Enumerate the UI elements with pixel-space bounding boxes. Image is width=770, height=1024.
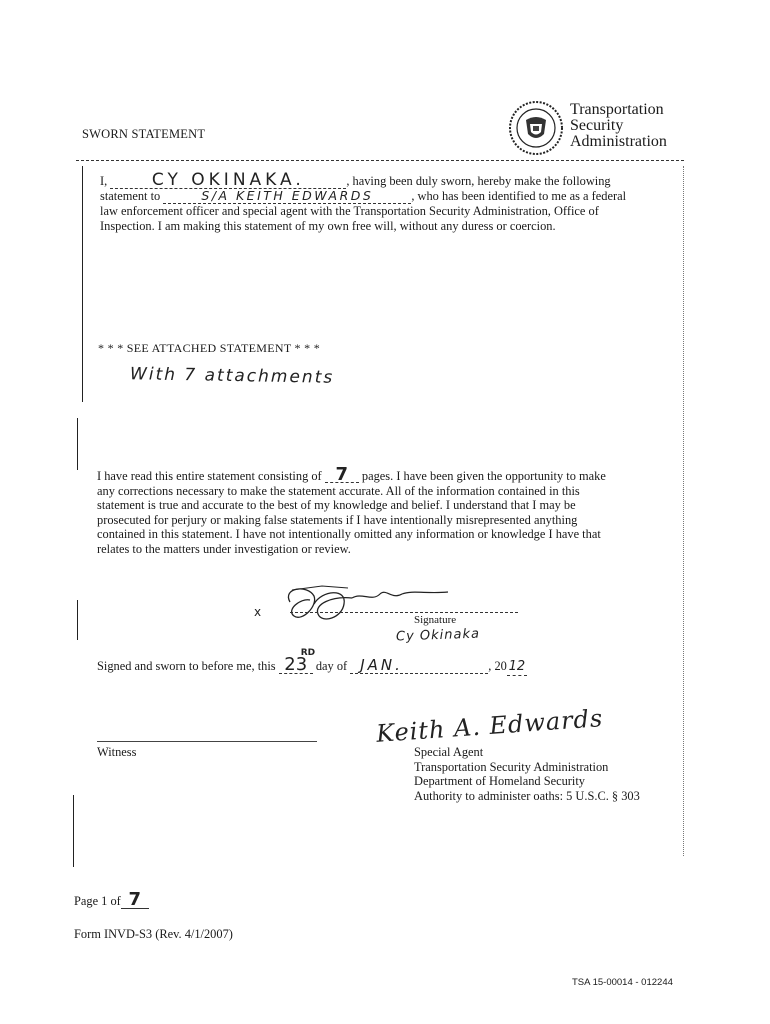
page-of-label: Page 1 of bbox=[74, 894, 121, 908]
statement-to-label: statement to bbox=[100, 188, 161, 203]
agent-name: S/A KEITH EDWARDS bbox=[163, 189, 411, 205]
witness-label: Witness bbox=[97, 745, 137, 759]
left-border-middle bbox=[77, 418, 78, 470]
agency-line-3: Administration bbox=[570, 133, 667, 150]
signature-label: Signature bbox=[414, 614, 457, 626]
agency-line-1: Transportation bbox=[570, 101, 664, 118]
intro-line-4: Inspection. I am making this statement of my own free will, without any duress or coercion. bbox=[100, 218, 556, 233]
intro-text-1: , having been duly sworn, hereby make the following bbox=[346, 174, 611, 188]
left-border-lower bbox=[77, 600, 78, 640]
cert-line-3: statement is true and accurate to the best of my knowledge and belief. I understand that I may be bbox=[97, 498, 576, 513]
form-id: Form INVD-S3 (Rev. 4/1/2007) bbox=[74, 927, 233, 941]
agent-agency: Transportation Security Administration bbox=[414, 759, 609, 774]
page-total: 7 bbox=[121, 893, 149, 909]
page-indicator bbox=[74, 889, 149, 910]
cert-prefix: I have read this entire statement consisting of bbox=[97, 469, 322, 483]
cert-line-5: contained in this statement. I have not intentionally omitted any information or knowledge I have that bbox=[97, 527, 601, 542]
signature-line bbox=[290, 612, 518, 613]
certification-paragraph bbox=[97, 464, 677, 557]
agent-block bbox=[414, 745, 640, 803]
printed-name: Cy Okinaka bbox=[395, 626, 481, 645]
sworn-year-prefix: , 20 bbox=[488, 659, 507, 673]
dhs-seal-icon bbox=[508, 100, 564, 156]
cert-line-1-rest: pages. I have been given the opportunity to make bbox=[361, 469, 606, 483]
intro-text-2: , who has been identified to me as a federal bbox=[411, 188, 627, 203]
cert-line-6: relates to the matters under investigation or review. bbox=[97, 541, 351, 556]
right-border bbox=[683, 166, 684, 856]
svg-text:x: x bbox=[254, 605, 262, 619]
agency-name bbox=[570, 102, 667, 150]
sworn-day bbox=[279, 648, 316, 675]
sworn-day-value: 23 bbox=[284, 654, 308, 675]
intro-line-2 bbox=[100, 189, 680, 205]
agency-line-2: Security bbox=[570, 117, 624, 134]
cert-line-2: any corrections necessary to make the statement accurate. All of the information contained in this bbox=[97, 483, 580, 498]
cert-line-4: prosecuted for perjury or making false statements if I have intentionally misrepresented anything bbox=[97, 512, 578, 527]
cert-line-1 bbox=[97, 464, 677, 485]
agent-title: Special Agent bbox=[414, 745, 484, 759]
sworn-year: 12 bbox=[508, 659, 526, 674]
intro-paragraph bbox=[100, 170, 680, 233]
sworn-line bbox=[97, 648, 527, 676]
form-title: SWORN STATEMENT bbox=[82, 127, 206, 141]
page-count: 7 bbox=[325, 468, 359, 483]
sworn-month: JAN. bbox=[350, 658, 488, 674]
attachments-handwritten: With 7 attachments bbox=[129, 364, 335, 388]
agent-signature: Keith A. Edwards bbox=[375, 704, 605, 748]
intro-line-1 bbox=[100, 170, 680, 190]
top-border bbox=[76, 160, 684, 161]
agent-authority: Authority to administer oaths: 5 U.S.C. § 303 bbox=[414, 788, 640, 803]
sworn-day-ordinal: RD bbox=[300, 648, 316, 658]
witness-line bbox=[97, 741, 317, 742]
intro-prefix: I, bbox=[100, 174, 108, 188]
left-border-upper bbox=[82, 166, 83, 402]
intro-line-3: law enforcement officer and special agent with the Transportation Security Administration, Office of bbox=[100, 204, 599, 219]
sworn-day-of: day of bbox=[315, 659, 348, 673]
declarant-name: CY OKINAKA. bbox=[110, 173, 346, 189]
agent-department: Department of Homeland Security bbox=[414, 774, 586, 789]
sworn-prefix: Signed and sworn to before me, this bbox=[97, 659, 276, 673]
bates-number: TSA 15-00014 - 012244 bbox=[572, 977, 673, 988]
left-border-bottom bbox=[73, 795, 74, 867]
attached-statement-note: * * * SEE ATTACHED STATEMENT * * * bbox=[98, 341, 321, 355]
